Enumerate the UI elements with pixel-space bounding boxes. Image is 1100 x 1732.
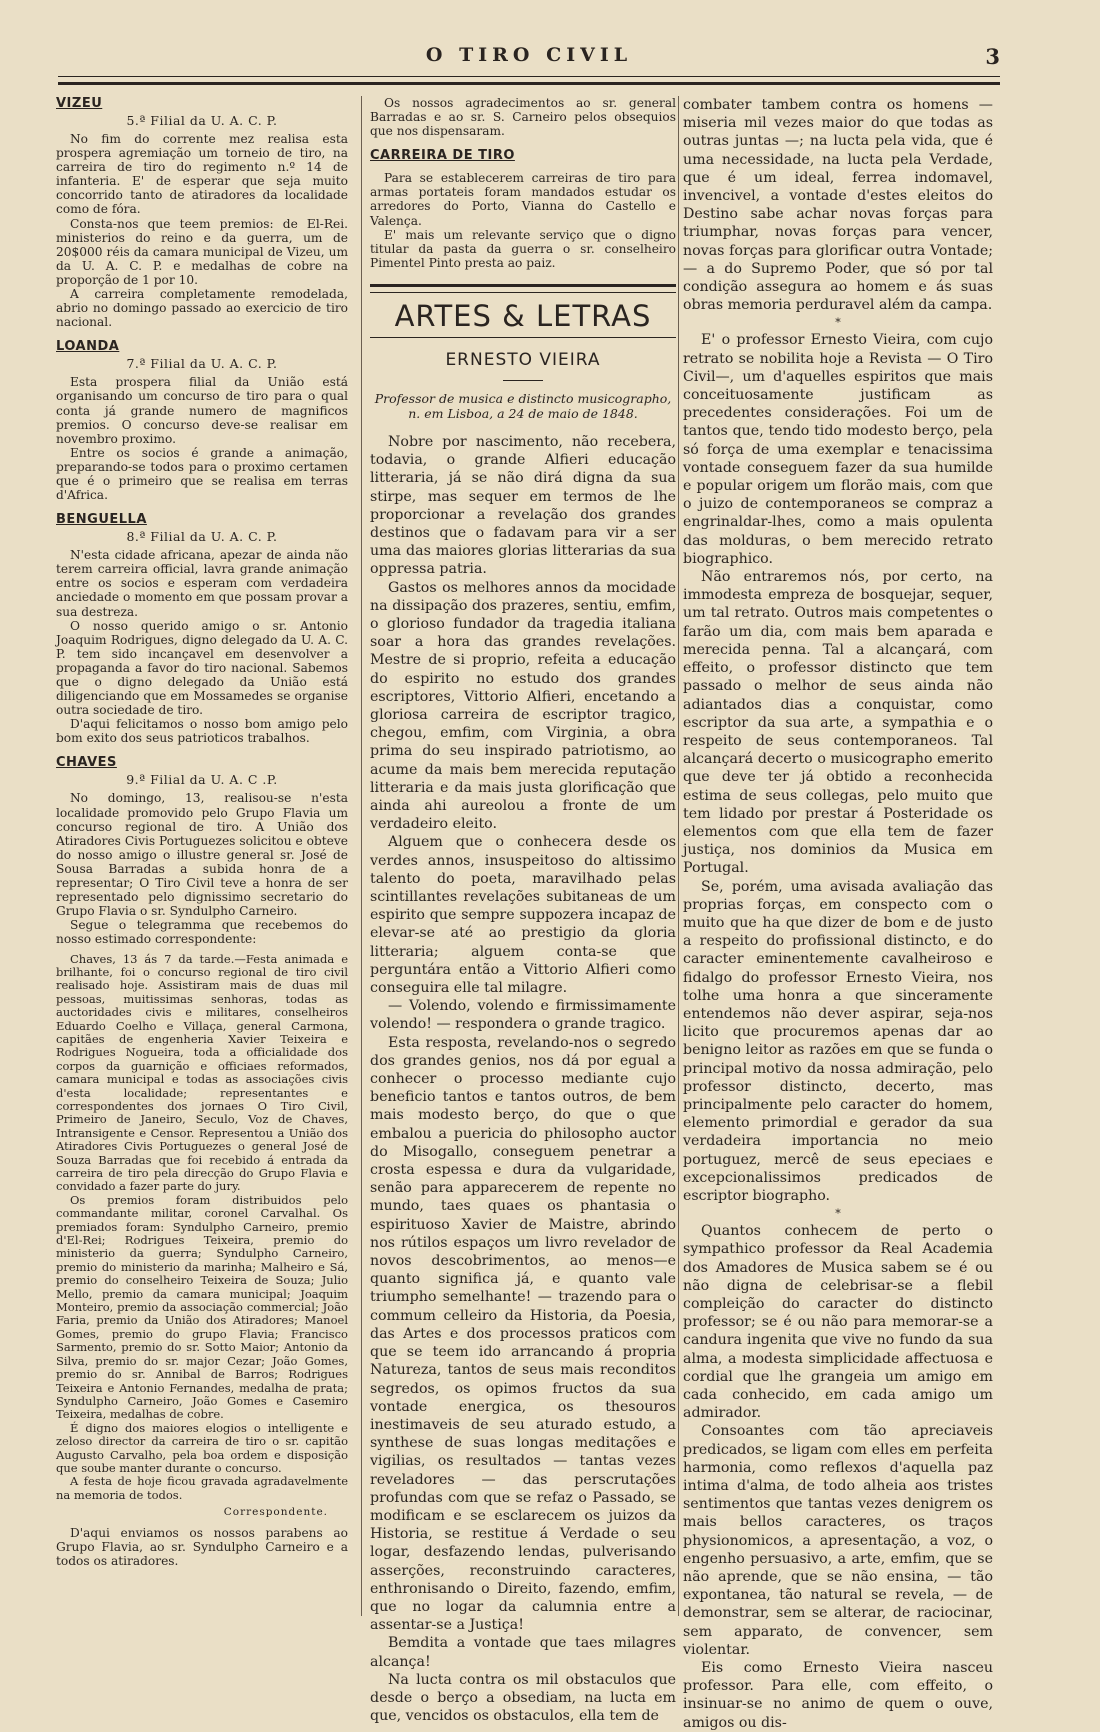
paragraph: No domingo, 13, realisou-se n'esta localidade promovido pelo Grupo Flavia um concurso regional de tiro. A União dos Atiradores Civis Portuguezes solicitou e obteve do nosso amigo o illustre general sr. José de Sousa Barradas a subida honra de a representar; O Tiro Civil teve a honra de ser representado pelo dignissimo secretario do Grupo Flavia o sr. Syndulpho Carneiro. [56, 791, 348, 919]
telegram-paragraph: Chaves, 13 ás 7 da tarde.—Festa animada e brilhante, foi o concurso regional de tiro civil realisado hoje. Assistiram mais de duas mil pessoas, muitissimas senhoras, todas as auctoridades civis e militares, conselheiros Eduardo Coelho e Villaça, general Carmona, capitães de engenheria Xavier Teixeira e Rodrigues Nogueira, toda a officialidade dos corpos da guarnição e officiaes reformados, camara municipal e todas as associações civis d'esta localidade; representantes e correspondentes dos jornaes O Tiro Civil, Primeiro de Janeiro, Seculo, Voz de Chaves, Intransigente e Censor. Representou a União dos Atiradores Civis Portuguezes o general José de Souza Barradas que foi recebido á entrada da carreira de tiro pela direcção do Grupo Flavia e convidado a fazer parte do jury. [56, 951, 348, 1194]
paragraph: Nobre por nascimento, não recebera, todavia, o grande Alfieri educação litteraria, já se não dirá digna da sua stirpe, mas sequer em termos de lhe proporcionar a revelação dos grandes destinos que o fadavam para vir a ser uma das maiores glorias litterarias da sua oppressa patria. [370, 433, 676, 578]
paragraph: Gastos os melhores annos da mocidade na dissipação dos prazeres, sentiu, emfim, o glorioso fundador da tragedia italiana soar a hora das grandes revelações. Mestre de si proprio, refeita a educação do espirito no estudo dos grandes escriptores, Vittorio Alfieri, encetando a gloriosa carreira de escriptor tragico, chegou, emfim, com Virginia, a obra prima do seu inspirado patriotismo, ao acume da mais bem merecida reputação litteraria e da mais justa glorificação que ainda ahi aureolou a fronte de um verdadeiro eleito. [370, 579, 676, 833]
header-rule [58, 76, 1000, 85]
paragraph: Segue o telegramma que recebemos do nosso estimado correspondente: [56, 918, 348, 947]
paragraph: E' o professor Ernesto Vieira, com cujo retrato se nobilita hoje a Revista — O Tiro Civil—, um d'aquelles espiritos que mais conceituosamente justificam as precedentes considerações. Foi um de tantos que, tendo tido modesto berço, pela só força de uma exemplar e tenacissima vontade conseguem fazer da sua humilde e popular origem um florão mais, com que o juizo de contemporaneos se compraz a engrinaldar-lhes, como a mais opulenta das molduras, o bem merecido retrato biographico. [683, 332, 993, 567]
paragraph: E' mais um relevante serviço que o digno titular da pasta da guerra o sr. conselheiro Pimentel Pinto presta ao paiz. [370, 227, 676, 270]
section-heading-carreira: CARREIRA DE TIRO [370, 148, 515, 164]
journal-title: O TIRO CIVIL [425, 44, 633, 66]
title-rule [503, 380, 543, 381]
paragraph: O nosso querido amigo o sr. Antonio Joaquim Rodrigues, digno delegado da U. A. C. P. tem sido incançavel em desenvolver a propaganda a favor do tiro nacional. Sabemos que o digno delegado da União está diligenciando que em Mossamedes se organise outra sociedade de tiro. [56, 618, 348, 718]
title-underline [370, 337, 676, 338]
paragraph: Bemdita a vontade que taes milagres alcança! [370, 1635, 676, 1670]
paragraph: No fim do corrente mez realisa esta prospera agremiação um torneio de tiro, na carreira de tiro do regimento n.º 14 de infanteria. E' de esperar que seja muito concorrido tanto de atiradores da localidade como de fóra. [56, 132, 348, 217]
page-number: 3 [985, 44, 1000, 69]
filial-label: 8.ª Filial da U. A. C. P. [126, 529, 278, 545]
paragraph: Esta prospera filial da União está organisando um concurso de tiro para o qual conta já grande numero de magnificos premios. O concurso deve-se realisar em novembro proximo. [56, 375, 348, 446]
signature: Correspondente. [223, 1506, 328, 1519]
paragraph: Quantos conhecem de perto o sympathico professor da Real Academia dos Amadores de Musica sabem se é ou não digna de celebrisar-se a flebil compleição do caracter do distincto professor; se é ou não para memorar-se a candura ingenita que vive no fundo da sua alma, a modesta simplicidade affectuosa e cordial que lhe grangeia um amigo em cada conhecido, em cada amigo um admirador. [683, 1223, 993, 1422]
column-middle [370, 96, 676, 1725]
article-subtitle: Professor de musica e distincto musicographo, n. em Lisboa, a 24 de maio de 1848. [374, 390, 672, 421]
masthead [58, 44, 1000, 68]
column-left [56, 96, 348, 1568]
paragraph: Na lucta contra os mil obstaculos que desde o berço a obsediam, na lucta em que, vencidos os obstaculos, ella tem de [370, 1671, 676, 1725]
section-heading-loanda: LOANDA [56, 339, 120, 355]
article-title: ERNESTO VIEIRA [445, 349, 601, 370]
paragraph: N'esta cidade africana, apezar de ainda não terem carreira official, lavra grande animação entre os socios e esperam com verdadeira anciedade o momento em que possam provar a sua destreza. [56, 548, 348, 619]
paragraph: Consoantes com tão apreciaveis predicados, se ligam com elles em perfeita harmonia, como reflexos d'aquella paz intima d'alma, de todo alheia aos tristes sentimentos que tantas vezes denigrem os mais bellos caracteres, os traços physionomicos, a apresentação, a voz, o engenho persuasivo, a arte, emfim, que se não aprende, que se não ensina, — tão expontanea, tão natural se revela, — de demonstrar, sem se alterar, de raciocinar, sem apparato, de convencer, sem violentar. [683, 1423, 993, 1658]
section-heading-chaves: CHAVES [56, 755, 117, 771]
paragraph: Não entraremos nós, por certo, na immodesta empreza de bosquejar, sequer, um tal retrato. Outros mais competentes o farão um dia, com mais bem aparada e merecida penna. Tal a alcançará, com effeito, o professor distincto que tem passado o melhor de seus ainda não adiantados dias a conquistar, como escriptor da sua arte, a sympathia e o respeito de seus contemporaneos. Tal alcançará decerto o musicographo emerito que deve ter já obtido a reconhecida estima de seus collegas, pelo muito que tem lidado por prestar á Posteridade os elementos com que ella tem de fazer justiça, nos dominios da Musica em Portugal. [683, 569, 993, 877]
telegram-block [56, 953, 348, 1503]
telegram-paragraph: A festa de hoje ficou gravada agradavelmente na memoria de todos. [56, 1474, 348, 1502]
section-title-artes: ARTES & LETRAS [394, 298, 652, 333]
paragraph: Eis como Ernesto Vieira nasceu professor. Para elle, com effeito, o insinuar-se no animo de quem o ouve, amigos ou dis- [683, 1660, 993, 1731]
column-divider [678, 96, 679, 1616]
section-separator: * [835, 316, 841, 330]
section-separator: * [835, 1207, 841, 1221]
section-rule [370, 284, 676, 293]
paragraph: — Volendo, volendo e firmissimamente volendo! — respondera o grande tragico. [370, 998, 676, 1033]
paragraph: Se, porém, uma avisada avaliação das proprias forças, em conspecto com o muito que ha que dizer de bom e de justo a respeito do profissional distincto, e do caracter eminentemente cavalheiroso e fidalgo do professor Ernesto Vieira, nos tolhe uma honra a que sinceramente entendemos não dever aspirar, seja-nos licito que procuremos apenas dar ao benigno leitor as razões em que se funda o principal motivo da nossa admiração, pelo professor distincto, decerto, mas principalmente pelo caracter do homem, elemento primordial e gerador da sua verdadeira importancia no meio portuguez, mercê de seus epeciaes e excepcionalissimos predicados de escriptor biographo. [683, 878, 993, 1204]
paragraph: Entre os socios é grande a animação, preparando-se todos para o proximo certamen que é o primeiro que se realisa em terras d'Africa. [56, 445, 348, 503]
filial-label: 5.ª Filial da U. A. C. P. [126, 113, 278, 128]
telegram-paragraph: Os premios foram distribuidos pelo commandante militar, coronel Carvalhal. Os premiados foram: Syndulpho Carneiro, premio d'El-Rei; Rodrigues Teixeira, premio do ministerio da guerra; Syndulpho Carneiro, premio do ministerio da marinha; Malheiro e Sá, premio do conselheiro Teixeira de Souza; Julio Mello, premio da camara municipal; Joaquim Monteiro, premio da associação commercial; João Faria, premio da União dos Atiradores; Manoel Gomes, premio do grupo Flavia; Francisco Sarmento, premio do sr. Sotto Maior; Antonio da Silva, premio do sr. major Cezar; João Gomes, premio do sr. Annibal de Barros; Rodrigues Teixeira e Antonio Fernandes, medalha de prata; Syndulpho Carneiro, João Gomes e Casemiro Teixeira, medalhas de cobre. [56, 1192, 348, 1422]
section-heading-benguella: BENGUELLA [56, 512, 147, 528]
paragraph: Os nossos agradecimentos ao sr. general Barradas e ao sr. S. Carneiro pelos obsequios que nos dispensaram. [370, 96, 676, 139]
filial-label: 7.ª Filial da U. A. C. P. [126, 356, 278, 372]
telegram-paragraph: É digno dos maiores elogios o intelligente e zeloso director da carreira de tiro o sr. capitão Augusto Carvalho, pela boa ordem e disposição que soube manter durante o concurso. [56, 1420, 348, 1475]
section-heading-vizeu: VIZEU [56, 96, 103, 111]
paragraph: combater tambem contra os homens — miseria mil vezes maior do que todas as outras juntas —; na lucta pela vida, que é uma necessidade, na lucta pela Verdade, que é um ideal, ferrea indomavel, invencivel, a vontade d'estes eleitos do Destino sabe achar novas forças para triumphar, novas forças para vencer, novas forças para glorificar outra Vontade; — a do Supremo Poder, que só por tal condição assegura ao homem e ás suas obras memoria perduravel além da campa. [683, 97, 993, 314]
paragraph: Consta-nos que teem premios: de El-Rei. ministerios do reino e da guerra, um de 20$000 réis da camara municipal de Vizeu, um da U. A. C. P. e medalhas de cobre na proporção de 1 por 10. [56, 216, 348, 287]
filial-label: 9.ª Filial da U. A. C .P. [126, 772, 278, 788]
column-divider [361, 96, 362, 1616]
paragraph: D'aqui enviamos os nossos parabens ao Grupo Flavia, ao sr. Syndulpho Carneiro e a todos os atiradores. [56, 1526, 348, 1569]
paragraph: Esta resposta, revelando-nos o segredo dos grandes genios, nos dá por egual a conhecer o processo mediante cujo beneficio tantos e tantos outros, de bem mais modesto berço, do que o que embalou a puericia do philosopho auctor do Misogallo, conseguem penetrar a crosta espessa e dura da vulgaridade, senão para apparecerem de repente no mundo, taes quaes os phantasia o espirituoso Xavier de Maistre, abrindo nos rútilos espaços um livro revelador de novos descobrimentos, ao menos—e quanto significa já, e quanto vale triumpho semelhante! — trazendo para o commum celleiro da Historia, da Poesia, das Artes e dos processos praticos com que se teem ido arrancando á propria Natureza, tantos de seus mais reconditos segredos, os opimos fructos da sua vontade energica, os thesouros inestimaveis de seu aturado estudo, a synthese de suas longas meditações e vigilias, os resultados — tantas vezes reveladores — das perscrutações profundas com que se refaz o Passado, se modificam e se esclarecem os juizos da Historia, se restitue á Verdade o seu logar, desfazendo lendas, pulverisando asserções, reconstruindo caracteres, enthronisando o Direito, fazendo, emfim, que no logar da calumnia entre a assentar-se a Justiça! [370, 1034, 676, 1634]
paragraph: A carreira completamente remodelada, abrio no domingo passado ao exercicio de tiro nacional. [56, 287, 348, 330]
paragraph: D'aqui felicitamos o nosso bom amigo pelo bom exito dos seus patrioticos trabalhos. [56, 717, 348, 746]
paragraph: Para se establecerem carreiras de tiro para armas portateis foram mandados estudar os arredores do Porto, Vianna do Castello e Valença. [370, 171, 676, 228]
paragraph: Alguem que o conhecera desde os verdes annos, insuspeitoso do altissimo talento do poeta, maravilhado pelas scintillantes revelações subitaneas de um espirito que sempre suppozera incapaz de elevar-se até ao prestigio da gloria litteraria; alguem conta-se que perguntára então a Vittorio Alfieri como conseguira elle tal milagre. [370, 834, 676, 997]
column-right [683, 96, 993, 1732]
